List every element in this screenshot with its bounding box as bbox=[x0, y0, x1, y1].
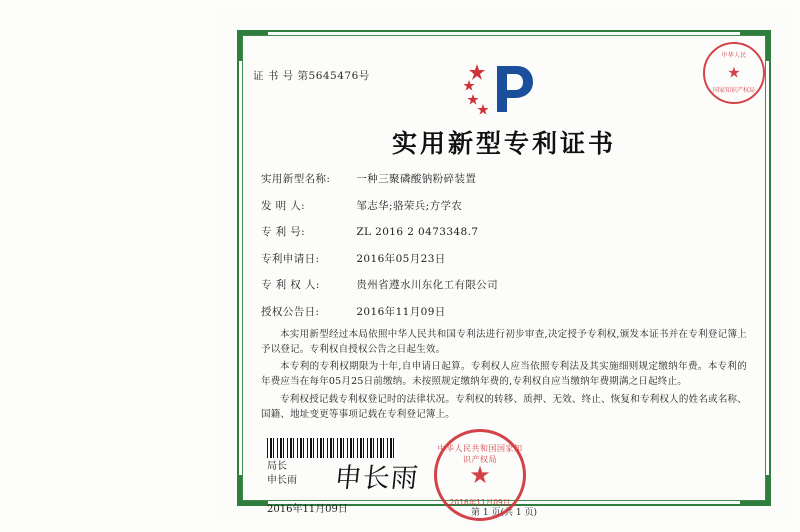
official-seal bbox=[434, 429, 526, 521]
seal-star-icon: ★ bbox=[469, 461, 491, 489]
field-label: 发 明 人: bbox=[261, 199, 306, 212]
field-label: 专 利 号: bbox=[261, 226, 306, 238]
field-value: 一种三聚磷酸钠粉碎装置 bbox=[356, 173, 477, 185]
field-row bbox=[261, 171, 747, 186]
patent-office-logo-icon bbox=[461, 60, 547, 118]
field-label: 实用新型名称: bbox=[261, 173, 331, 185]
seal-star-icon: ★ bbox=[727, 63, 741, 82]
certificate-fields bbox=[261, 171, 747, 330]
corner-ornament-top-left bbox=[237, 30, 268, 61]
field-value: 邹志华;骆荣兵;方学农 bbox=[356, 199, 463, 212]
body-paragraph: 本专利的专利权期限为十年,自申请日起算。专利权人应当依照专利法及其实施细则规定缴纳年费。本专利的年费应当在每年05月25日前缴纳。未按照规定缴纳年费的,专利权自应当缴纳年费期满之日起终止。 bbox=[261, 361, 747, 388]
certificate-number: 证 书 号 第5645476号 bbox=[253, 70, 370, 82]
page-title: 实用新型专利证书 bbox=[391, 129, 616, 158]
field-row bbox=[261, 198, 747, 213]
field-row bbox=[261, 304, 747, 319]
body-paragraph: 本实用新型经过本局依照中华人民共和国专利法进行初步审查,决定授予专利权,颁发本证书并在专利登记簿上予以登记。专利权自授权公告之日起生效。 bbox=[261, 329, 747, 355]
field-label: 授权公告日: bbox=[261, 305, 320, 318]
field-value: ZL 2016 2 0473348.7 bbox=[356, 226, 479, 238]
seal-text-line3: 国家知识产权局 bbox=[712, 87, 755, 94]
seal-top-right bbox=[703, 42, 765, 104]
corner-ornament-bottom-left bbox=[237, 475, 268, 506]
barcode bbox=[267, 438, 397, 458]
field-value: 2016年05月23日 bbox=[356, 252, 446, 265]
seal-arc-text: 中华人民共和国国家知识产权局 bbox=[437, 444, 523, 464]
field-label: 专 利 权 人: bbox=[261, 279, 320, 291]
page-number: 第 1 页(共 1 页) bbox=[471, 508, 537, 518]
field-value: 贵州省遵水川东化工有限公司 bbox=[356, 279, 499, 291]
field-row bbox=[261, 277, 747, 292]
field-label: 专利申请日: bbox=[261, 252, 320, 265]
signer-block bbox=[267, 460, 297, 487]
field-row bbox=[261, 251, 747, 266]
body-paragraph: 专利权授记载专利权登记时的法律状况。专利权的转移、质押、无效、终止、恢复和专利权人的姓名或名称、国籍、地址变更等事项记载在专利登记簿上。 bbox=[261, 393, 747, 420]
field-value: 2016年11月09日 bbox=[356, 305, 446, 318]
certificate-sheet bbox=[215, 8, 793, 524]
seal-text-line1: 中华人民 bbox=[721, 52, 747, 59]
field-row bbox=[261, 224, 747, 239]
handwritten-signature: 申长雨 bbox=[333, 463, 421, 494]
certificate-body bbox=[261, 328, 747, 425]
corner-ornament-bottom-right bbox=[740, 475, 771, 506]
issue-date: 2016年11月09日 bbox=[267, 504, 348, 515]
seal-date: 2016年11月09日 bbox=[449, 498, 511, 507]
signer-name: 申长雨 bbox=[267, 474, 297, 486]
signer-title: 局长 bbox=[267, 461, 287, 472]
